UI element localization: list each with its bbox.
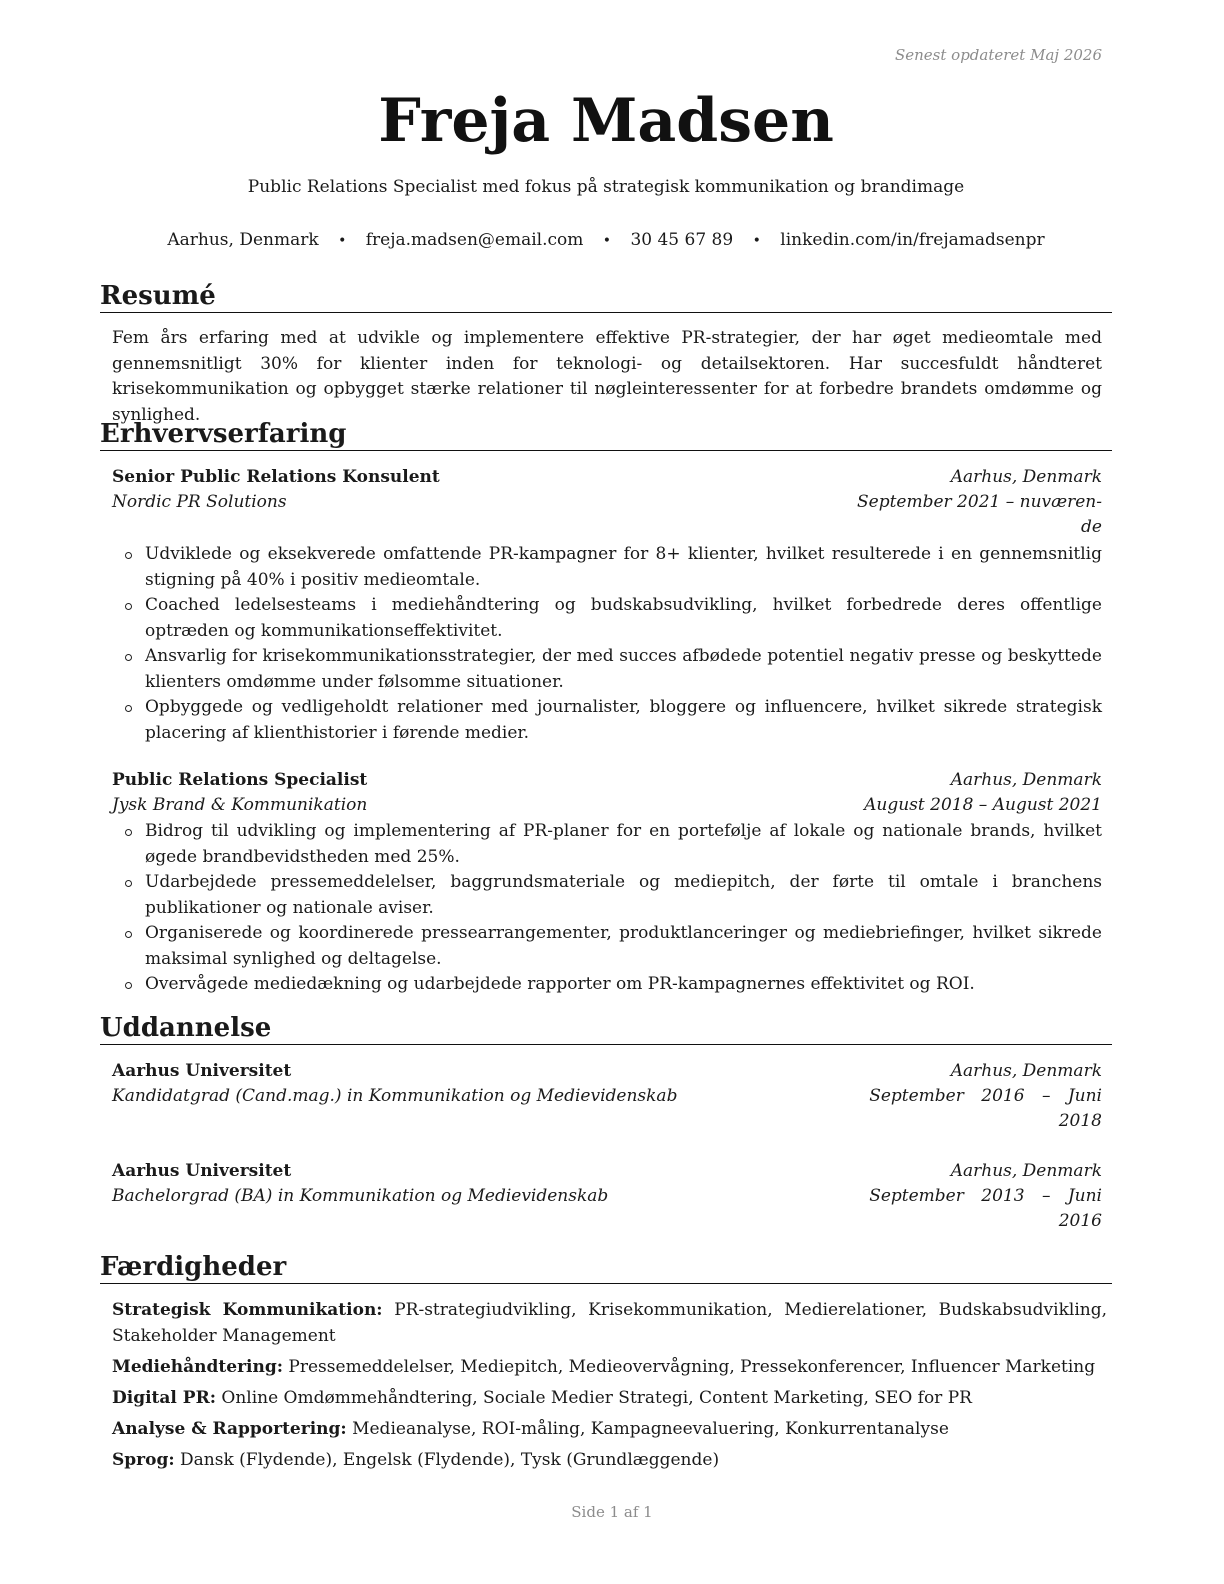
education-dates-continued: 2018 — [1058, 1111, 1102, 1131]
skill-row — [112, 1417, 1107, 1443]
bullet-separator: • — [602, 233, 612, 249]
job-header — [112, 768, 1102, 818]
skills-list — [112, 1298, 1107, 1479]
job-company: Jysk Brand & Kommunikation — [112, 795, 368, 815]
job-location: Aarhus, Denmark — [950, 467, 1102, 487]
education-dates: September 2013 – Juni — [869, 1186, 1102, 1206]
contact-phone: 30 45 67 89 — [630, 230, 734, 250]
job-bullets — [112, 819, 1102, 998]
skill-label: Digital PR: — [112, 1387, 216, 1408]
section-title-summary: Resumé — [100, 281, 1112, 313]
job-dates-continued: de — [1081, 517, 1102, 537]
list-item: Opbyggede og vedligeholdt relationer med journalister, bloggere og influencere, hvilket sikrede strategisk placering af klienthistorier i førende medier. — [112, 695, 1102, 746]
section-title-education: Uddannelse — [100, 1013, 1112, 1045]
degree: Kandidatgrad (Cand.mag.) in Kommunikation og Medievidenskab — [112, 1086, 678, 1106]
job-company: Nordic PR Solutions — [112, 492, 287, 512]
section-title-experience: Erhvervserfaring — [100, 419, 1112, 451]
page-number: Side 1 af 1 — [571, 1503, 653, 1521]
education-dates-continued: 2016 — [1058, 1211, 1102, 1231]
tagline: Public Relations Specialist med fokus på strategisk kommunikation og brandimage — [247, 177, 965, 197]
skill-row — [112, 1448, 1107, 1474]
list-item: Coached ledelsesteams i mediehåndtering og budskabsudvikling, hvilket forbedrede deres offentlige optræden og kommunikationseffektivitet. — [112, 593, 1102, 644]
skill-values: Dansk (Flydende), Engelsk (Flydende), Tysk (Grundlæggende) — [174, 1449, 720, 1470]
skill-label: Mediehåndtering: — [112, 1356, 284, 1377]
contact-linkedin[interactable]: linkedin.com/in/frejamadsenpr — [780, 230, 1045, 250]
job-dates: August 2018 – August 2021 — [864, 795, 1102, 815]
list-item: Organiserede og koordinerede pressearrangementer, produktlanceringer og mediebriefinger, hvilket sikrede maksimal synlighed og deltagelse. — [112, 921, 1102, 972]
skill-label: Sprog: — [112, 1449, 175, 1470]
skill-label: Strategisk Kommunikation: — [112, 1300, 383, 1320]
education-item — [112, 1059, 1102, 1139]
list-item: Overvågede mediedækning og udarbejdede rapporter om PR-kampagnernes effektivitet og ROI. — [112, 972, 1102, 998]
job-role: Public Relations Specialist — [112, 770, 368, 790]
skill-row — [112, 1298, 1107, 1349]
skill-row — [112, 1355, 1107, 1381]
list-item: Udviklede og eksekverede omfattende PR-kampagner for 8+ klienter, hvilket resulterede i en gennemsnitlig stigning på 40% i positiv medieomtale. — [112, 542, 1102, 593]
page-title: Freja Madsen — [378, 86, 834, 156]
resume-page — [100, 0, 1112, 1584]
job-bullets — [112, 542, 1102, 746]
education-item — [112, 1159, 1102, 1239]
skill-values: Online Omdømmehåndtering, Sociale Medier Strategi, Content Marketing, SEO for PR — [215, 1387, 972, 1408]
list-item: Bidrog til udvikling og implementering af PR-planer for en portefølje af lokale og nationale brands, hvilket øgede brandbevidstheden med 25%. — [112, 819, 1102, 870]
skill-values: Pressemeddelelser, Mediepitch, Medieovervågning, Pressekonferencer, Influencer Marketing — [283, 1356, 1096, 1377]
contact-line — [100, 229, 1112, 252]
job-dates: September 2021 – nuværen- — [856, 492, 1102, 512]
job-location: Aarhus, Denmark — [950, 770, 1102, 790]
contact-email[interactable]: freja.madsen@email.com — [365, 230, 584, 250]
skill-values: Medieanalyse, ROI-måling, Kampagneevaluering, Konkurrentanalyse — [346, 1418, 949, 1439]
section-title-skills: Færdigheder — [100, 1252, 1112, 1284]
education-dates: September 2016 – Juni — [869, 1086, 1102, 1106]
school-location: Aarhus, Denmark — [950, 1161, 1102, 1181]
last-updated: Senest opdateret Maj 2026 — [894, 46, 1102, 64]
list-item: Ansvarlig for krisekommunikationsstrategier, der med succes afbødede potentiel negativ presse og beskyttede klienters omdømme under følsomme situationer. — [112, 644, 1102, 695]
degree: Bachelorgrad (BA) in Kommunikation og Medievidenskab — [112, 1186, 609, 1206]
list-item: Udarbejdede pressemeddelelser, baggrundsmateriale og mediepitch, der førte til omtale i branchens publikationer og nationale aviser. — [112, 870, 1102, 921]
bullet-separator: • — [338, 233, 347, 249]
school-location: Aarhus, Denmark — [950, 1061, 1102, 1081]
school-name: Aarhus Universitet — [112, 1061, 292, 1081]
contact-location: Aarhus, Denmark — [167, 230, 319, 250]
skill-label: Analyse & Rapportering: — [112, 1418, 347, 1439]
skill-values: PR-strategiudvikling, Krisekommunikation, Medierelationer, Budskabsudvikling, Stakeholder Management — [112, 1300, 1108, 1346]
job-role: Senior Public Relations Konsulent — [112, 467, 440, 487]
job-header — [112, 465, 1102, 545]
bullet-separator: • — [752, 233, 761, 249]
skill-row — [112, 1386, 1107, 1412]
summary-text: Fem års erfaring med at udvikle og implementere effektive PR-strategier, der har øget medieomtale med gennemsnitligt 30% for klienter inden for teknologi- og detailsektoren. Har succesfuldt håndteret krisekommunikation og opbygget stærke relationer til nøgleinteressenter for at forbedre brandets omdømme og synlighed. — [112, 328, 1102, 425]
school-name: Aarhus Universitet — [112, 1161, 292, 1181]
